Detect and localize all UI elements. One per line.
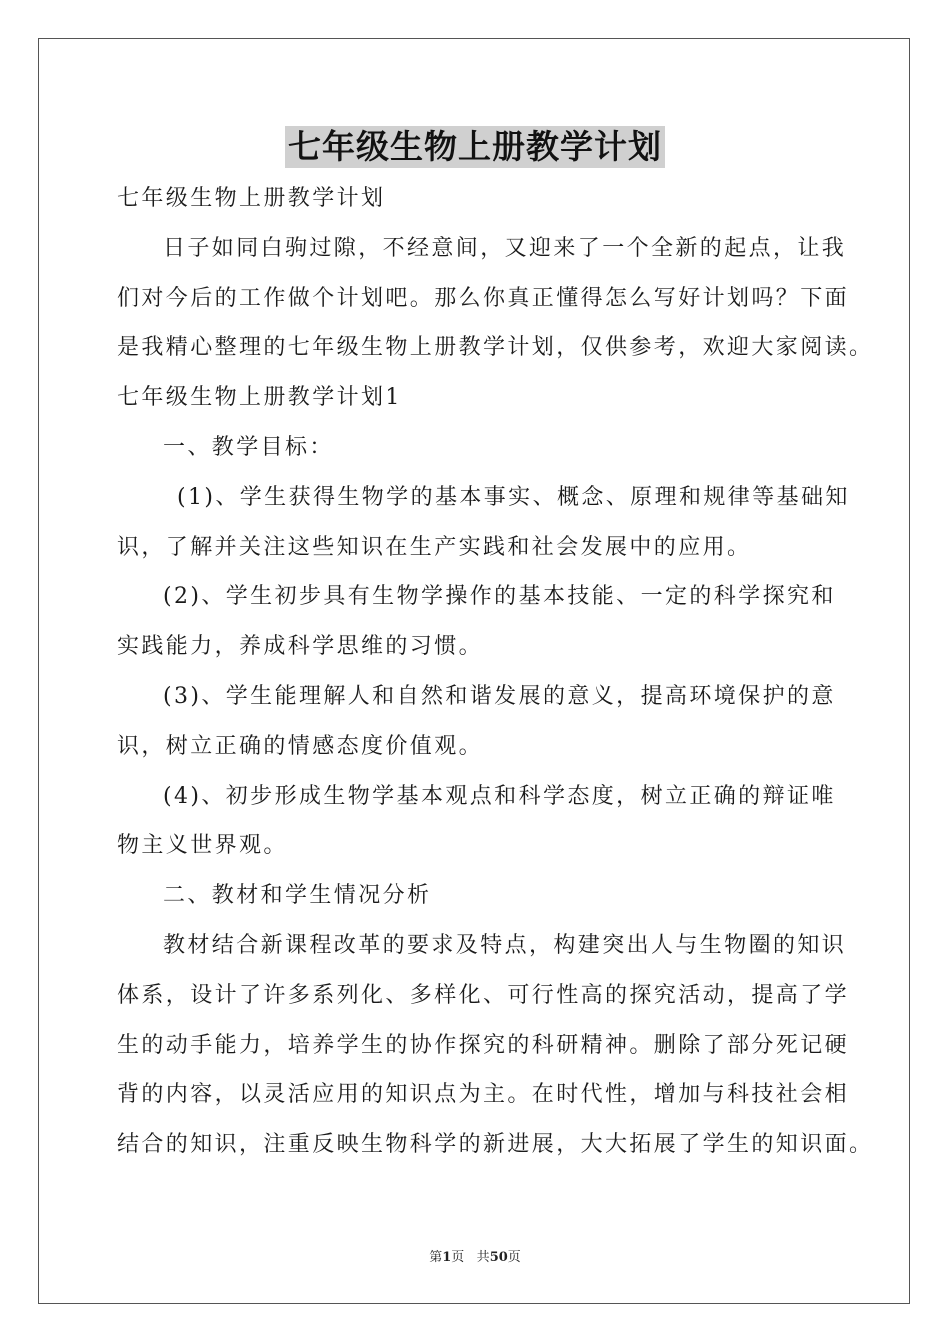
paragraph-line: 生的动手能力，培养学生的协作探究的科研精神。删除了部分死记硬	[117, 1032, 850, 1058]
paragraph-line: 识，了解并关注这些知识在生产实践和社会发展中的应用。	[117, 534, 752, 560]
document-title: 七年级生物上册教学计划	[285, 126, 665, 168]
paragraph-line: (2)、学生初步具有生物学操作的基本技能、一定的科学探究和	[163, 584, 836, 610]
subtitle-line: 七年级生物上册教学计划	[117, 186, 386, 211]
document-body	[117, 174, 874, 1170]
subsection-heading: 二、教材和学生情况分析	[163, 883, 432, 909]
paragraph-line: 实践能力，养成科学思维的习惯。	[117, 634, 484, 660]
page-prefix: 第	[429, 1250, 443, 1265]
page-number: 1	[442, 1250, 452, 1265]
paragraph-line: 识，树立正确的情感态度价值观。	[117, 733, 484, 759]
paragraph-line: 教材结合新课程改革的要求及特点，构建突出人与生物圈的知识	[163, 932, 847, 958]
paragraph-line: 物主义世界观。	[117, 833, 288, 859]
paragraph-line: (1)、学生获得生物学的基本事实、概念、原理和规律等基础知	[177, 484, 850, 510]
subsection-heading: 一、教学目标：	[163, 434, 334, 460]
paragraph-line: 体系，设计了许多系列化、多样化、可行性高的探究活动，提高了学	[117, 982, 850, 1008]
page-footer	[0, 1246, 950, 1265]
total-prefix: 共	[476, 1250, 490, 1265]
total-pages: 50	[489, 1250, 508, 1265]
page-suffix: 页	[451, 1250, 465, 1265]
total-suffix: 页	[507, 1250, 521, 1265]
title-container	[0, 126, 950, 168]
section-heading: 七年级生物上册教学计划1	[117, 385, 402, 411]
paragraph-line: (4)、初步形成生物学基本观点和科学态度，树立正确的辩证唯	[163, 783, 836, 809]
paragraph-line: 是我精心整理的七年级生物上册教学计划，仅供参考，欢迎大家阅读。	[117, 335, 874, 361]
paragraph-line: 结合的知识，注重反映生物科学的新进展，大大拓展了学生的知识面。	[117, 1132, 874, 1158]
paragraph-line: (3)、学生能理解人和自然和谐发展的意义，提高环境保护的意	[163, 683, 836, 709]
paragraph-line: 们对今后的工作做个计划吧。那么你真正懂得怎么写好计划吗？下面	[117, 285, 850, 311]
paragraph-line: 背的内容，以灵活应用的知识点为主。在时代性，增加与科技社会相	[117, 1082, 850, 1108]
paragraph-line: 日子如同白驹过隙，不经意间，又迎来了一个全新的起点，让我	[163, 235, 847, 261]
